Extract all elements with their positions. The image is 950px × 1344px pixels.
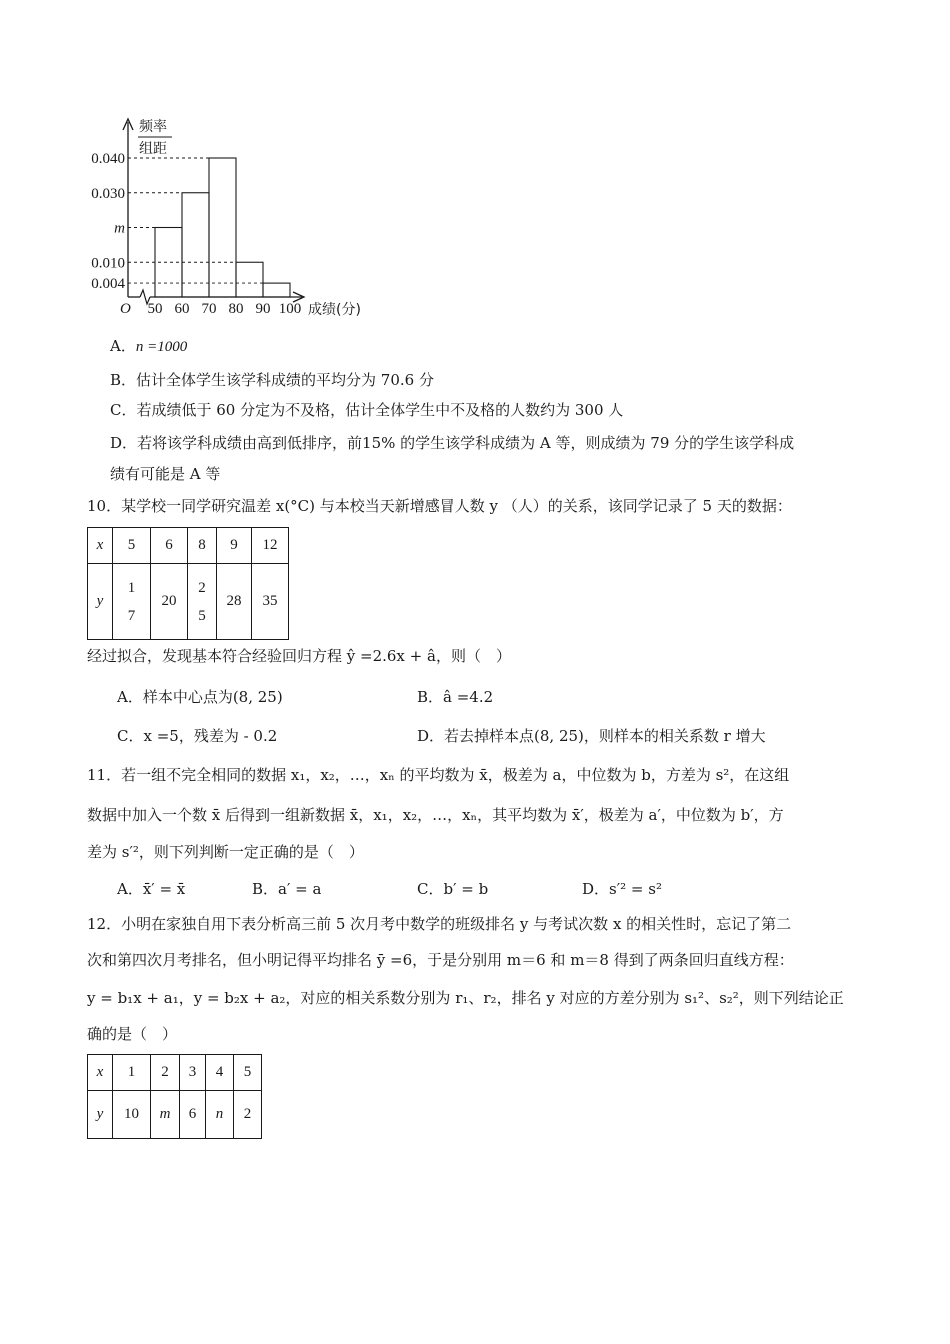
- q10-table-header-y: y: [88, 564, 113, 640]
- q9-option-b: B．估计全体学生该学科成绩的平均分为 70.6 分: [110, 371, 434, 389]
- y-tick-label: 0.004: [91, 276, 125, 293]
- q11-option-b: B．a′ = a: [252, 880, 322, 898]
- q10-table-cell: 5: [113, 528, 151, 564]
- q12-table-cell: 10: [113, 1091, 151, 1139]
- q9-option-a: A．n =1000: [110, 337, 188, 355]
- q10-table-cell: 28: [217, 564, 252, 640]
- q10-table-cell: 9: [217, 528, 252, 564]
- histogram-bar: [209, 158, 236, 297]
- y-tick-label: m: [114, 220, 125, 237]
- q12-line1: 12．小明在家独自用下表分析高三前 5 次月考中数学的班级排名 y 与考试次数 x 的相关性时，忘记了第二: [87, 915, 792, 933]
- histogram-bar: [263, 283, 290, 297]
- q10-table-cell: 35: [252, 564, 289, 640]
- y-tick-label: 0.040: [91, 151, 125, 167]
- q10-table-cell: 12: [252, 528, 289, 564]
- y-axis-label-top: 频率: [139, 119, 167, 135]
- q12-table-header-y: y: [88, 1091, 113, 1139]
- x-tick-label: 60: [174, 301, 190, 317]
- q11-option-c: C．b′ = b: [417, 880, 489, 898]
- q10-stem: 10．某学校一同学研究温差 x(°C) 与本校当天新增感冒人数 y （人）的关系，该同学记录了 5 天的数据：: [87, 497, 792, 515]
- q12-table-cell: 2: [234, 1091, 262, 1139]
- q11-option-d: D．s′² = s²: [582, 880, 662, 898]
- q10-option-a: A．样本中心点为(8, 25): [117, 688, 283, 706]
- x-tick-label: 90: [255, 301, 271, 317]
- q10-table-header-x: x: [88, 528, 113, 564]
- histogram-bars: [128, 158, 290, 297]
- q11-line1: 11．若一组不完全相同的数据 x₁，x₂，…，xₙ 的平均数为 x̄，极差为 a，中位数为 b，方差为 s²，在这组: [87, 766, 790, 784]
- q10-data-table: [87, 527, 289, 640]
- q12-table-cell: 3: [180, 1055, 206, 1091]
- x-tick-label: 50: [147, 301, 163, 317]
- q10-table-cell: 2 5: [188, 564, 217, 640]
- histogram-bar: [236, 262, 263, 297]
- q10-option-d: D．若去掉样本点(8, 25)，则样本的相关系数 r 增大: [417, 727, 766, 745]
- y-tick-label: 0.030: [91, 185, 125, 202]
- x-tick-label: 80: [228, 301, 244, 317]
- origin-label: O: [120, 301, 131, 317]
- q11-option-a: A．x̄′ = x̄: [117, 880, 186, 898]
- q12-table-cell: 1: [113, 1055, 151, 1091]
- q10-option-c: C．x =5，残差为 - 0.2: [117, 727, 278, 745]
- q10-option-b: B．â =4.2: [417, 688, 494, 706]
- x-axis-label: 成绩(分): [308, 302, 361, 318]
- q11-line2: 数据中加入一个数 x̄ 后得到一组新数据 x̄，x₁，x₂，…，xₙ，其平均数为 x̄′，极差为 a′，中位数为 b′，方: [87, 806, 784, 824]
- q12-table-cell: 5: [234, 1055, 262, 1091]
- q10-fit-text: 经过拟合，发现基本符合经验回归方程 ŷ =2.6x + â，则（ ）: [87, 647, 511, 665]
- q12-data-table: [87, 1054, 262, 1139]
- q10-table-cell: 1 7: [113, 564, 151, 640]
- q12-line2: 次和第四次月考排名，但小明记得平均排名 ȳ =6，于是分别用 m＝6 和 m＝8 得到了两条回归直线方程：: [87, 951, 794, 969]
- q10-table-cell: 20: [151, 564, 188, 640]
- frequency-histogram: [0, 0, 950, 330]
- q11-line3: 差为 s′²，则下列判断一定正确的是（ ）: [87, 843, 364, 861]
- x-tick-label: 100: [278, 301, 302, 317]
- q12-line3: y = b₁x + a₁，y = b₂x + a₂，对应的相关系数分别为 r₁、r₂，排名 y 对应的方差分别为 s₁²、s₂²，则下列结论正: [87, 989, 844, 1007]
- q12-table-header-x: x: [88, 1055, 113, 1091]
- y-tick-label: 0.010: [91, 255, 125, 272]
- q12-table-cell: m: [151, 1091, 180, 1139]
- q9-option-d-line1: D．若将该学科成绩由高到低排序，前15% 的学生该学科成绩为 A 等，则成绩为 79 分的学生该学科成: [110, 434, 795, 452]
- q9-option-c: C．若成绩低于 60 分定为不及格，估计全体学生中不及格的人数约为 300 人: [110, 401, 624, 419]
- q12-table-cell: 4: [206, 1055, 234, 1091]
- q12-table-cell: n: [206, 1091, 234, 1139]
- q12-line4: 确的是（ ）: [87, 1025, 178, 1043]
- q12-table-cell: 6: [180, 1091, 206, 1139]
- q10-table-cell: 6: [151, 528, 188, 564]
- q9-option-d-line2: 绩有可能是 A 等: [110, 465, 221, 483]
- histogram-bar: [182, 193, 209, 297]
- q10-table-cell: 8: [188, 528, 217, 564]
- y-axis-label-bottom: 组距: [139, 141, 167, 157]
- x-tick-label: 70: [201, 301, 217, 317]
- q12-table-cell: 2: [151, 1055, 180, 1091]
